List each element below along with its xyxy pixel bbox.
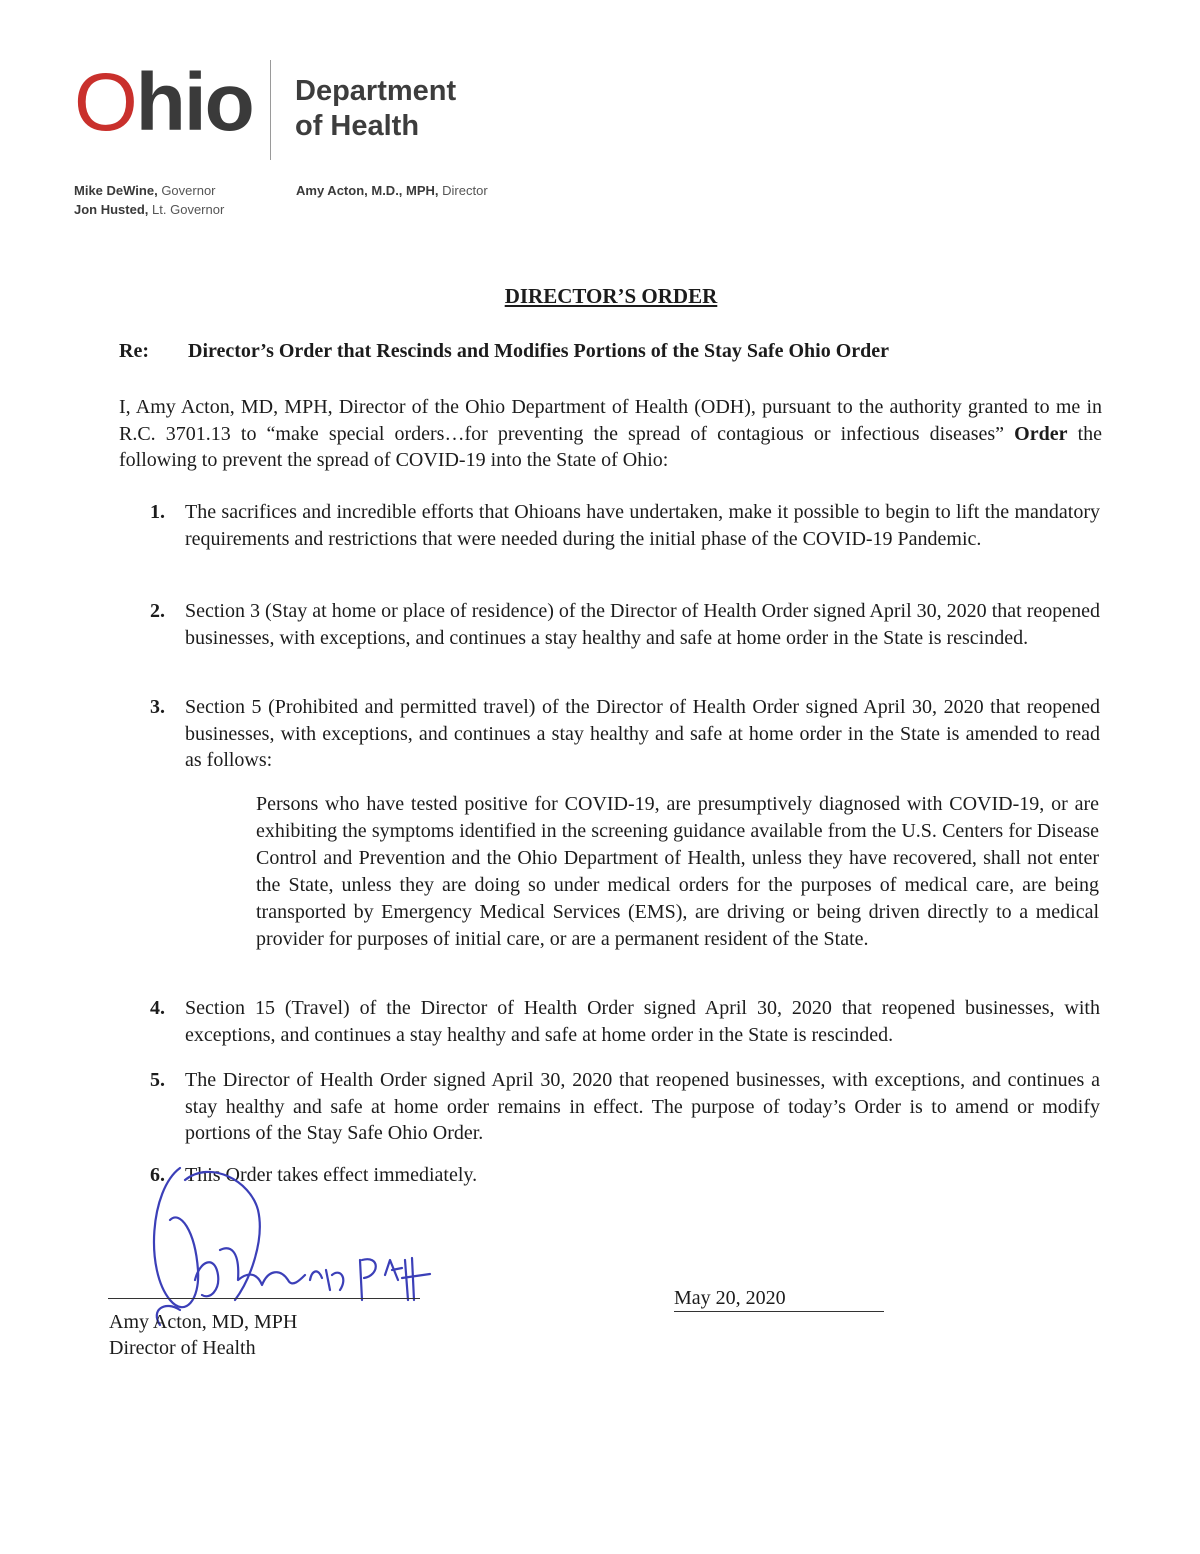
item-text: This Order takes effect immediately. — [185, 1164, 478, 1186]
order-item-2 — [150, 598, 1100, 651]
lt-governor-title: Lt. Governor — [152, 202, 225, 217]
governor-line — [74, 181, 224, 200]
director-title: Director — [442, 183, 488, 198]
item-text: Section 15 (Travel) of the Director of Health Order signed April 30, 2020 that reopened businesses, with exceptions, and continues a stay healthy and safe at home order in the State is rescinded. — [185, 997, 1100, 1046]
item-number: 3. — [150, 696, 165, 718]
director-line — [296, 183, 488, 198]
intro-text-end: the following to prevent the spread of COVID-19 into the State of Ohio: — [119, 422, 1102, 471]
item-number: 4. — [150, 997, 165, 1019]
item-number: 6. — [150, 1164, 165, 1186]
ohio-logo-o: O — [74, 57, 136, 148]
governor-block — [74, 181, 224, 219]
director-name: Amy Acton, M.D., MPH, — [296, 183, 439, 198]
re-subject: Director’s Order that Rescinds and Modifies Portions of the Stay Safe Ohio Order — [188, 340, 890, 362]
department-name — [295, 74, 456, 144]
item-number: 1. — [150, 501, 165, 523]
department-line-1: Department — [295, 75, 457, 107]
order-item-1 — [150, 499, 1100, 552]
ohio-logo-rest: hio — [135, 57, 253, 148]
order-item-4 — [150, 995, 1100, 1048]
letterhead-divider — [270, 60, 271, 160]
item-text: Section 3 (Stay at home or place of residence) of the Director of Health Order signed April 30, 2020 that reopened businesses, with exceptions, and continues a stay healthy and safe at home order in the State is rescinded. — [185, 600, 1100, 649]
intro-text-start: I, Amy Acton, MD, MPH, Director of the Ohio Department of Health (ODH), pursuant to the authority granted to me in R.C. 3701.13 to “make special orders…for preventing the spread of contagious or infectious diseases” — [119, 396, 1102, 445]
signatory-title: Director of Health — [109, 1337, 256, 1359]
item-number: 5. — [150, 1069, 165, 1091]
signature-line — [108, 1298, 420, 1299]
document-title: DIRECTOR’S ORDER — [504, 284, 718, 308]
lt-governor-line — [74, 200, 224, 219]
governor-name: Mike DeWine, — [74, 183, 158, 198]
order-item-5 — [150, 1067, 1100, 1147]
item-text: Section 5 (Prohibited and permitted travel) of the Director of Health Order signed April 30, 2020 that reopened businesses, with exceptions, and continues a stay healthy and safe at home order in the State is amended to read as follows: — [185, 696, 1100, 771]
item-number: 2. — [150, 600, 165, 622]
re-label: Re: — [119, 340, 149, 362]
department-line-2: of Health — [295, 110, 420, 142]
signature-date: May 20, 2020 — [674, 1287, 884, 1312]
amended-section-quote: Persons who have tested positive for COVID-19, are presumptively diagnosed with COVID-19, or are exhibiting the symptoms identified in the screening guidance available from the U.S. Centers for Disease Control and Prevention and the Ohio Department of Health, unless they have recovered, shall not enter the State, unless they are doing so under medical orders for the purposes of medical care, are being transported by Emergency Medical Services (EMS), are driving or being driven directly to a medical provider for purposes of initial care, or are a permanent resident of the State. — [256, 793, 1099, 950]
item-text: The sacrifices and incredible efforts that Ohioans have undertaken, make it possible to begin to lift the mandatory requirements and restrictions that were needed during the initial phase of the COVID-19 Pandemic. — [185, 501, 1100, 550]
intro-paragraph — [119, 394, 1102, 474]
item-text: The Director of Health Order signed April 30, 2020 that reopened businesses, with exceptions, and continues a stay healthy and safe at home order remains in effect. The purpose of today’s Order is to amend or modify portions of the Stay Safe Ohio Order. — [185, 1069, 1100, 1144]
governor-title: Governor — [161, 183, 216, 198]
order-item-3 — [150, 694, 1100, 774]
lt-governor-name: Jon Husted, — [74, 202, 149, 217]
intro-order-word: Order — [1014, 422, 1068, 445]
ohio-logo — [74, 57, 253, 148]
signatory-name: Amy Acton, MD, MPH — [109, 1311, 298, 1333]
